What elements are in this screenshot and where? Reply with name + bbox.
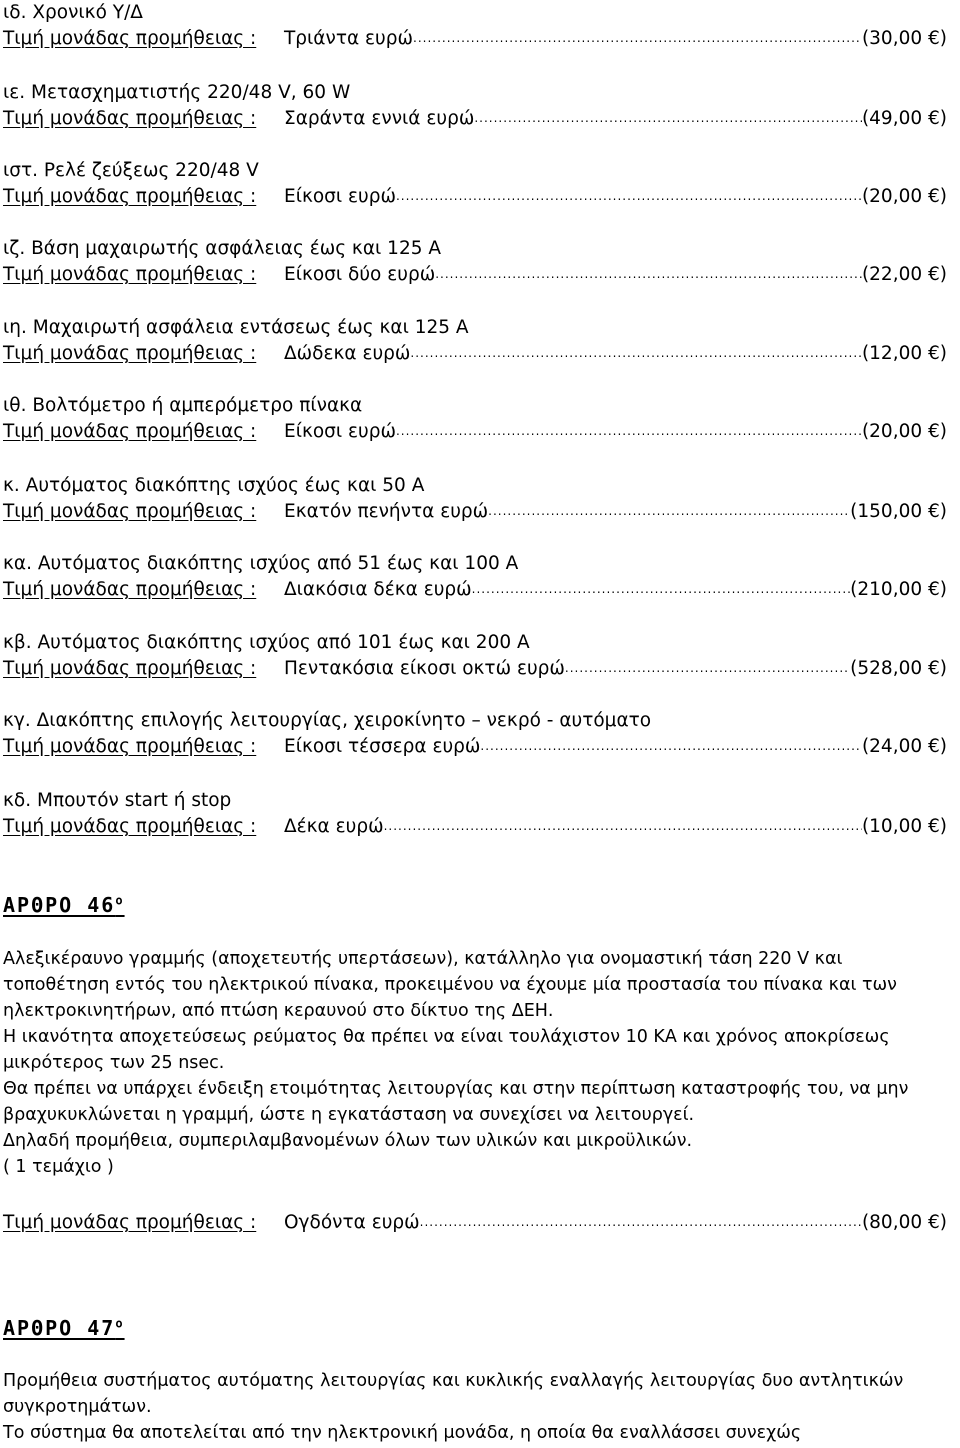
- price-label: Τιμή μονάδας προμήθειας :: [3, 28, 257, 49]
- price-item: [3, 0, 947, 51]
- price-in-words: Δέκα ευρώ: [284, 816, 384, 837]
- item-title: ιθ. Βολτόμετρο ή αμπερόμετρο πίνακα: [3, 395, 363, 416]
- item-title: ιστ. Ρελέ ζεύξεως 220/48 V: [3, 160, 259, 181]
- price-item: [3, 80, 947, 131]
- price-in-words: Είκοσι ευρώ: [284, 186, 396, 207]
- article-paragraph: Η ικανότητα αποχετεύσεως ρεύματος θα πρέπει να είναι τουλάχιστον 10 ΚΑ και χρόνος αποκρίσεως μικρότερος των 25 nsec.: [3, 1027, 890, 1073]
- dot-leader: [472, 577, 851, 602]
- price-item: [3, 630, 947, 681]
- article-paragraph: Θα πρέπει να υπάρχει ένδειξη ετοιμότητας λειτουργίας και στην περίπτωση καταστροφής του, να μην βραχυκυκλώνεται η γραμμή, ώστε η εγκατάσταση να συνεχίσει να λειτουργεί.: [3, 1079, 909, 1125]
- price-label: Τιμή μονάδας προμήθειας :: [3, 264, 257, 285]
- price-amount: (24,00 €): [861, 736, 947, 757]
- price-amount: (150,00 €): [850, 501, 947, 522]
- price-line: [3, 341, 947, 366]
- article-heading-ordinal: ο: [115, 1316, 125, 1331]
- price-item: [3, 393, 947, 444]
- article-paragraph: Δηλαδή προμήθεια, συμπεριλαμβανομένων όλων των υλικών και μικροϋλικών.: [3, 1131, 693, 1151]
- price-item: [3, 551, 947, 602]
- price-label: Τιμή μονάδας προμήθειας :: [3, 421, 257, 442]
- price-amount: (30,00 €): [861, 28, 947, 49]
- price-amount: (80,00 €): [861, 1212, 947, 1233]
- item-title: κδ. Μπουτόν start ή stop: [3, 790, 232, 811]
- item-title: ιη. Μαχαιρωτή ασφάλεια εντάσεως έως και 125 A: [3, 317, 469, 338]
- item-title: ιε. Μετασχηματιστής 220/48 V, 60 W: [3, 82, 351, 103]
- price-in-words: Είκοσι δύο ευρώ: [284, 264, 436, 285]
- article-heading-text: ΑΡΘΡΟ 46: [3, 893, 116, 917]
- price-amount: (210,00 €): [850, 579, 947, 600]
- price-item: [3, 788, 947, 839]
- price-line: [3, 419, 947, 444]
- article-paragraph: ( 1 τεμάχιο ): [3, 1157, 114, 1177]
- price-item: [3, 708, 947, 759]
- price-line: [3, 262, 947, 287]
- price-amount: (22,00 €): [861, 264, 947, 285]
- price-in-words: Διακόσια δέκα ευρώ: [284, 579, 472, 600]
- item-title: κβ. Αυτόματος διακόπτης ισχύος από 101 έως και 200 A: [3, 632, 530, 653]
- dot-leader: [565, 656, 850, 681]
- dot-leader: [435, 262, 862, 287]
- price-label: Τιμή μονάδας προμήθειας :: [3, 658, 257, 679]
- item-title: ιδ. Χρονικό Υ/Δ: [3, 2, 143, 23]
- price-in-words: Είκοσι ευρώ: [284, 421, 396, 442]
- item-title: κγ. Διακόπτης επιλογής λειτουργίας, χειροκίνητο – νεκρό - αυτόματο: [3, 710, 652, 731]
- dot-leader: [480, 734, 862, 759]
- item-title: κ. Αυτόματος διακόπτης ισχύος έως και 50 A: [3, 475, 425, 496]
- price-item: [3, 158, 947, 209]
- article-paragraph: Το σύστημα θα αποτελείται από την ηλεκτρονική μονάδα, η οποία θα εναλλάσσει συνεχώς: [3, 1423, 802, 1443]
- price-in-words: Είκοσι τέσσερα ευρώ: [284, 736, 481, 757]
- dot-leader: [384, 814, 862, 839]
- dot-leader: [396, 419, 862, 444]
- article-paragraph: Προμήθεια συστήματος αυτόματης λειτουργίας και κυκλικής εναλλαγής λειτουργίας δυο αντλητικών συγκροτημάτων.: [3, 1371, 904, 1417]
- price-line: [3, 26, 947, 51]
- price-line: [3, 734, 947, 759]
- dot-leader: [410, 341, 862, 366]
- price-item: [3, 473, 947, 524]
- price-label: Τιμή μονάδας προμήθειας :: [3, 816, 257, 837]
- price-in-words: Δώδεκα ευρώ: [284, 343, 411, 364]
- price-amount: (10,00 €): [861, 816, 947, 837]
- dot-leader: [474, 106, 862, 131]
- price-amount: (49,00 €): [861, 108, 947, 129]
- dot-leader: [488, 499, 850, 524]
- price-label: Τιμή μονάδας προμήθειας :: [3, 501, 257, 522]
- price-item: [3, 236, 947, 287]
- price-in-words: Ογδόντα ευρώ: [284, 1212, 420, 1233]
- price-label: Τιμή μονάδας προμήθειας :: [3, 108, 257, 129]
- price-label: Τιμή μονάδας προμήθειας :: [3, 343, 257, 364]
- price-item: [3, 1209, 947, 1235]
- price-amount: (20,00 €): [861, 421, 947, 442]
- article-paragraph: Αλεξικέραυνο γραμμής (αποχετευτής υπερτάσεων), κατάλληλο για ονομαστική τάση 220 V και τοποθέτηση εντός του ηλεκτρικού πίνακα, προκειμένου να έχουμε μία προστασία του πίνακα και των ηλεκτροκινητήρων, από πτώση κεραυνού στο δίκτυο της ΔΕΗ.: [3, 949, 897, 1021]
- price-in-words: Εκατόν πενήντα ευρώ: [284, 501, 489, 522]
- price-in-words: Σαράντα εννιά ευρώ: [284, 108, 475, 129]
- price-label: Τιμή μονάδας προμήθειας :: [3, 579, 257, 600]
- price-in-words: Τριάντα ευρώ: [284, 28, 413, 49]
- article-heading: [3, 893, 125, 917]
- article-body: [3, 946, 953, 1180]
- price-amount: (20,00 €): [861, 186, 947, 207]
- price-item: [3, 315, 947, 366]
- dot-leader: [420, 1210, 862, 1235]
- article-heading-ordinal: ο: [115, 893, 125, 908]
- dot-leader: [396, 184, 862, 209]
- price-amount: (528,00 €): [850, 658, 947, 679]
- price-line: [3, 577, 947, 602]
- item-title: ιζ. Βάση μαχαιρωτής ασφάλειας έως και 125 A: [3, 238, 442, 259]
- price-label: Τιμή μονάδας προμήθειας :: [3, 1212, 257, 1233]
- dot-leader: [413, 26, 862, 51]
- price-in-words: Πεντακόσια είκοσι οκτώ ευρώ: [284, 658, 565, 679]
- price-line: [3, 106, 947, 131]
- article-heading: [3, 1316, 125, 1340]
- price-line: [3, 814, 947, 839]
- price-label: Τιμή μονάδας προμήθειας :: [3, 186, 257, 207]
- article-heading-text: ΑΡΘΡΟ 47: [3, 1316, 116, 1340]
- price-line: [3, 184, 947, 209]
- item-title: κα. Αυτόματος διακόπτης ισχύος από 51 έως και 100 A: [3, 553, 519, 574]
- price-line: [3, 656, 947, 681]
- price-line: [3, 1210, 947, 1235]
- price-amount: (12,00 €): [861, 343, 947, 364]
- price-line: [3, 499, 947, 524]
- article-body: [3, 1368, 953, 1446]
- price-label: Τιμή μονάδας προμήθειας :: [3, 736, 257, 757]
